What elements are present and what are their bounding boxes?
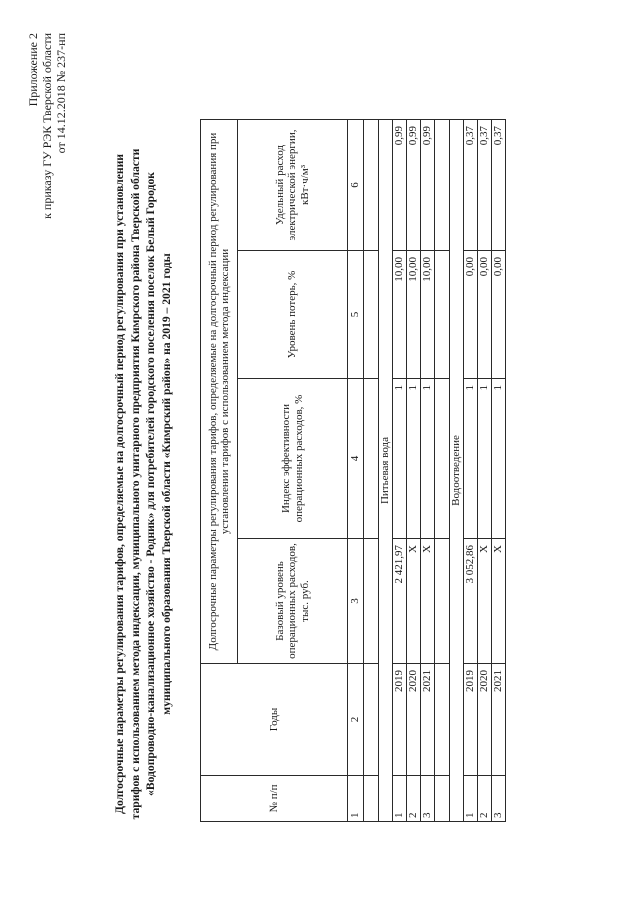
row-energy: 0,37 (492, 120, 506, 251)
spacer-cell (435, 539, 450, 664)
document-title (112, 114, 174, 854)
spacer-row (364, 120, 379, 822)
row-efficiency: 1 (478, 379, 492, 539)
spacer-cell (435, 251, 450, 379)
row-year: 2020 (478, 664, 492, 776)
appendix-note (26, 33, 68, 219)
table-row (478, 120, 492, 822)
row-year: 2020 (407, 664, 421, 776)
column-index: 4 (348, 379, 364, 539)
row-efficiency: 1 (492, 379, 506, 539)
row-year: 2021 (421, 664, 435, 776)
row-energy: 0,37 (464, 120, 478, 251)
section-row (450, 120, 464, 822)
spacer-cell (364, 539, 379, 664)
header-years: Годы (201, 664, 348, 776)
header-energy: Удельный расход электрической энергии, кВт·ч/м³ (238, 120, 348, 251)
column-index: 6 (348, 120, 364, 251)
spacer-cell (435, 776, 450, 822)
row-losses: 0,00 (478, 251, 492, 379)
row-efficiency: 1 (393, 379, 407, 539)
spacer-cell (364, 776, 379, 822)
row-base-cost: Х (478, 539, 492, 664)
section-row (379, 120, 393, 822)
table-row (421, 120, 435, 822)
row-energy: 0,37 (478, 120, 492, 251)
table-row (393, 120, 407, 822)
row-losses: 0,00 (492, 251, 506, 379)
column-index-row (348, 120, 364, 822)
row-losses: 0,00 (464, 251, 478, 379)
row-base-cost: 2 421,97 (393, 539, 407, 664)
spacer-cell (435, 664, 450, 776)
spacer-cell (364, 120, 379, 251)
header-num: № п/п (201, 776, 348, 822)
row-number: 2 (478, 776, 492, 822)
appendix-line: Приложение 2 (26, 33, 40, 107)
row-efficiency: 1 (407, 379, 421, 539)
row-base-cost: Х (421, 539, 435, 664)
title-line: тарифов с использованием метода индексации, муниципального унитарного предприятия Кимрского района Тверской области (128, 148, 142, 820)
row-number: 3 (421, 776, 435, 822)
row-efficiency: 1 (464, 379, 478, 539)
title-line: Долгосрочные параметры регулирования тарифов, определяемые на долгосрочный период регулирования при установлении (113, 154, 126, 814)
column-index: 2 (348, 664, 364, 776)
row-losses: 10,00 (421, 251, 435, 379)
header-efficiency: Индекс эффективности операционных расходов, % (238, 379, 348, 539)
header-row (201, 120, 238, 822)
row-number: 1 (464, 776, 478, 822)
section-name: Питьевая вода (379, 120, 393, 822)
title-line: «Водопроводно-канализационное хозяйство - Родник» для потребителей городского поселения поселок Белый Городок (144, 172, 157, 796)
spacer-cell (364, 251, 379, 379)
row-number: 2 (407, 776, 421, 822)
section-name: Водоотведение (450, 120, 464, 822)
tariff-parameters-table (200, 119, 506, 822)
column-index: 1 (348, 776, 364, 822)
table-row (464, 120, 478, 822)
row-energy: 0,99 (421, 120, 435, 251)
row-number: 3 (492, 776, 506, 822)
table-row (492, 120, 506, 822)
column-index: 5 (348, 251, 364, 379)
title-line: муниципального образования Тверской области «Кимрский район» на 2019 – 2021 годы (159, 253, 173, 715)
row-base-cost: Х (492, 539, 506, 664)
row-year: 2019 (393, 664, 407, 776)
spacer-cell (364, 379, 379, 539)
row-losses: 10,00 (407, 251, 421, 379)
spacer-cell (435, 120, 450, 251)
table-row (407, 120, 421, 822)
appendix-line: к приказу ГУ РЭК Тверской области (40, 33, 54, 219)
row-efficiency: 1 (421, 379, 435, 539)
row-base-cost: Х (407, 539, 421, 664)
row-energy: 0,99 (407, 120, 421, 251)
row-year: 2019 (464, 664, 478, 776)
header-losses: Уровень потерь, % (238, 251, 348, 379)
spacer-cell (364, 664, 379, 776)
row-number: 1 (393, 776, 407, 822)
row-losses: 10,00 (393, 251, 407, 379)
spacer-cell (435, 379, 450, 539)
row-year: 2021 (492, 664, 506, 776)
header-group: Долгосрочные параметры регулирования тарифов, определяемые на долгосрочный период регулирования при установлении тарифов с использованием метода индексации (201, 120, 238, 664)
header-base-cost: Базовый уровень операционных расходов, тыс. руб. (238, 539, 348, 664)
row-base-cost: 3 052,86 (464, 539, 478, 664)
spacer-row (435, 120, 450, 822)
column-index: 3 (348, 539, 364, 664)
row-energy: 0,99 (393, 120, 407, 251)
appendix-line: от 14.12.2018 № 237-нп (54, 33, 68, 154)
